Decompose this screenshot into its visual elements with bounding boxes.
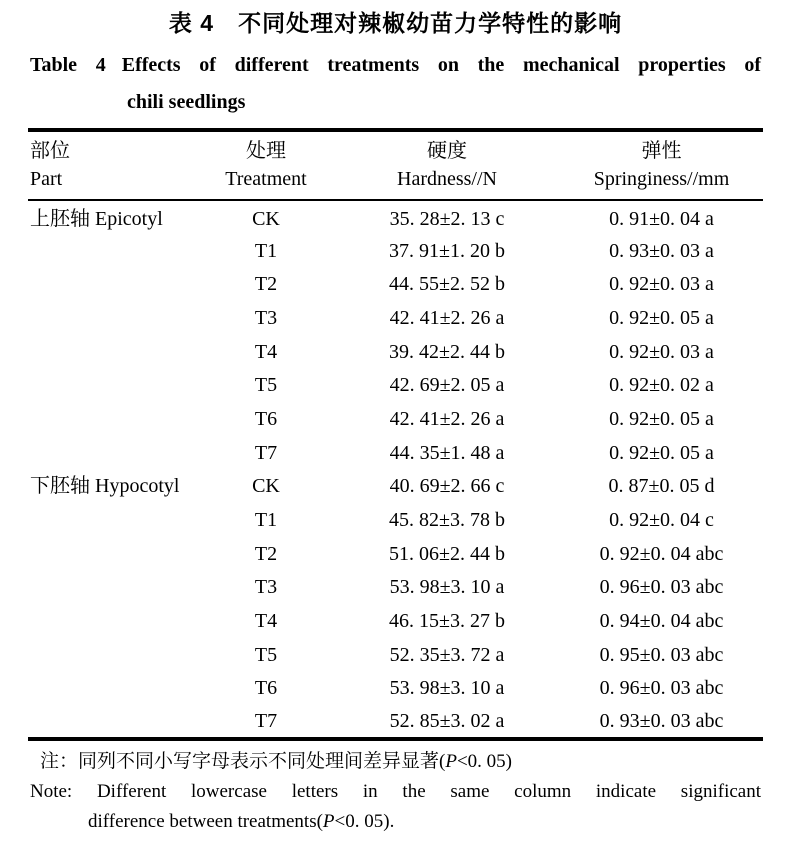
springiness-cell: 0. 95±0. 03 abc: [599, 643, 724, 666]
springiness-cell: 0. 93±0. 03 a: [609, 239, 714, 262]
col-header-springiness-en: Springiness//mm: [593, 168, 730, 190]
table-note-cn: [30, 747, 761, 777]
table-row: [28, 537, 763, 571]
hardness-cell: 42. 41±2. 26 a: [389, 407, 505, 430]
treatment-cell: T5: [254, 374, 278, 397]
col-header-treatment: [198, 130, 334, 200]
note-cn-text: 注：同列不同小写字母表示不同处理间差异显著(: [40, 751, 446, 772]
table-row: [28, 368, 763, 402]
hardness-cell: 53. 98±3. 10 a: [389, 576, 505, 599]
data-table: [28, 128, 763, 741]
table-row: [28, 301, 763, 335]
note-en-pvalue: <0. 05).: [334, 811, 395, 832]
treatment-cell: T2: [254, 273, 278, 296]
table-title-en-line1: [30, 47, 761, 84]
springiness-cell: 0. 96±0. 03 abc: [599, 677, 724, 700]
col-header-hardness-cn: 硬度: [427, 140, 467, 162]
springiness-cell: 0. 93±0. 03 abc: [599, 710, 724, 733]
table-body: [28, 200, 763, 739]
table-note-en-line2: [88, 807, 761, 837]
hardness-cell: 51. 06±2. 44 b: [389, 542, 505, 565]
col-header-part-cn: 部位: [30, 140, 70, 162]
table-row: [28, 705, 763, 739]
treatment-cell: T3: [254, 306, 278, 329]
col-header-springiness-cn: 弹性: [641, 140, 682, 162]
springiness-cell: 0. 94±0. 04 abc: [599, 610, 724, 633]
part-cell: [28, 335, 198, 369]
treatment-cell: T4: [254, 340, 278, 363]
hardness-cell: 52. 85±3. 02 a: [389, 710, 505, 733]
table-row: [28, 200, 763, 234]
p-value-symbol: P: [445, 751, 457, 772]
springiness-cell: 0. 92±0. 05 a: [609, 306, 714, 329]
table-row: [28, 335, 763, 369]
springiness-cell: 0. 92±0. 04 c: [609, 509, 714, 532]
hardness-cell: 40. 69±2. 66 c: [389, 475, 505, 498]
part-cell: 上胚轴 Epicotyl: [30, 207, 163, 230]
col-header-springiness: [560, 130, 763, 200]
springiness-cell: 0. 92±0. 03 a: [609, 273, 714, 296]
springiness-cell: 0. 92±0. 05 a: [609, 441, 714, 464]
hardness-cell: 37. 91±1. 20 b: [389, 239, 505, 262]
springiness-cell: 0. 92±0. 03 a: [609, 340, 714, 363]
part-cell: [28, 234, 198, 268]
hardness-cell: 46. 15±3. 27 b: [389, 610, 505, 633]
table-row: [28, 503, 763, 537]
hardness-cell: 35. 28±2. 13 c: [389, 207, 505, 230]
springiness-cell: 0. 87±0. 05 d: [608, 475, 715, 498]
treatment-cell: T6: [254, 407, 278, 430]
col-header-part: [28, 130, 198, 200]
treatment-cell: T7: [254, 710, 278, 733]
col-header-part-en: Part: [30, 168, 63, 190]
table-row: [28, 672, 763, 706]
table-number-label: Table 4: [30, 54, 106, 76]
table-row: [28, 402, 763, 436]
table-row: [28, 571, 763, 605]
part-cell: 下胚轴 Hypocotyl: [30, 475, 180, 498]
part-cell: [28, 571, 198, 605]
springiness-cell: 0. 96±0. 03 abc: [599, 576, 724, 599]
hardness-cell: 45. 82±3. 78 b: [389, 509, 505, 532]
hardness-cell: 53. 98±3. 10 a: [389, 677, 505, 700]
springiness-cell: 0. 92±0. 05 a: [609, 407, 714, 430]
p-value-symbol: P: [322, 811, 335, 832]
treatment-cell: T6: [254, 677, 278, 700]
part-cell: [28, 638, 198, 672]
springiness-cell: 0. 91±0. 04 a: [609, 207, 714, 230]
header-row: [28, 130, 763, 200]
treatment-cell: T1: [254, 239, 278, 262]
part-cell: [28, 604, 198, 638]
part-cell: [28, 672, 198, 706]
table-note: [30, 747, 761, 837]
treatment-cell: T2: [254, 542, 278, 565]
table-row: [28, 470, 763, 504]
table-row: [28, 234, 763, 268]
part-cell: [28, 267, 198, 301]
table-title-en-text: Effects of different treatments on the mechanical properties of: [121, 54, 761, 76]
table-header: [28, 130, 763, 200]
part-cell: [28, 537, 198, 571]
hardness-cell: 44. 35±1. 48 a: [389, 441, 505, 464]
hardness-cell: 44. 55±2. 52 b: [389, 273, 505, 296]
treatment-cell: T7: [254, 441, 278, 464]
col-header-treatment-en: Treatment: [225, 168, 307, 190]
hardness-cell: 42. 69±2. 05 a: [389, 374, 505, 397]
table-title-en: [30, 47, 761, 121]
col-header-treatment-cn: 处理: [246, 140, 286, 162]
col-header-hardness-en: Hardness//N: [397, 168, 497, 190]
treatment-cell: T5: [254, 643, 278, 666]
table-row: [28, 638, 763, 672]
treatment-cell: T3: [254, 576, 278, 599]
table-title-en-line2: chili seedlings: [127, 91, 246, 113]
note-cn-pvalue: <0. 05): [456, 751, 512, 772]
table-row: [28, 604, 763, 638]
part-cell: [28, 436, 198, 470]
treatment-cell: T1: [254, 509, 278, 532]
springiness-cell: 0. 92±0. 02 a: [609, 374, 714, 397]
treatment-cell: CK: [252, 475, 280, 498]
springiness-cell: 0. 92±0. 04 abc: [599, 542, 724, 565]
col-header-hardness: [334, 130, 560, 200]
part-cell: [28, 705, 198, 739]
treatment-cell: CK: [252, 207, 280, 230]
hardness-cell: 52. 35±3. 72 a: [389, 643, 505, 666]
part-cell: [28, 503, 198, 537]
treatment-cell: T4: [254, 610, 278, 633]
part-cell: [28, 301, 198, 335]
hardness-cell: 42. 41±2. 26 a: [389, 306, 505, 329]
part-cell: [28, 402, 198, 436]
table-row: [28, 436, 763, 470]
table-note-en-line1: Note: Different lowercase letters in the same column indicate significant: [30, 781, 761, 802]
note-en-text: difference between treatments(: [88, 811, 323, 832]
table-title-cn: 表 4 不同处理对辣椒幼苗力学特性的影响: [168, 10, 623, 36]
table-row: [28, 267, 763, 301]
part-cell: [28, 368, 198, 402]
hardness-cell: 39. 42±2. 44 b: [389, 340, 505, 363]
